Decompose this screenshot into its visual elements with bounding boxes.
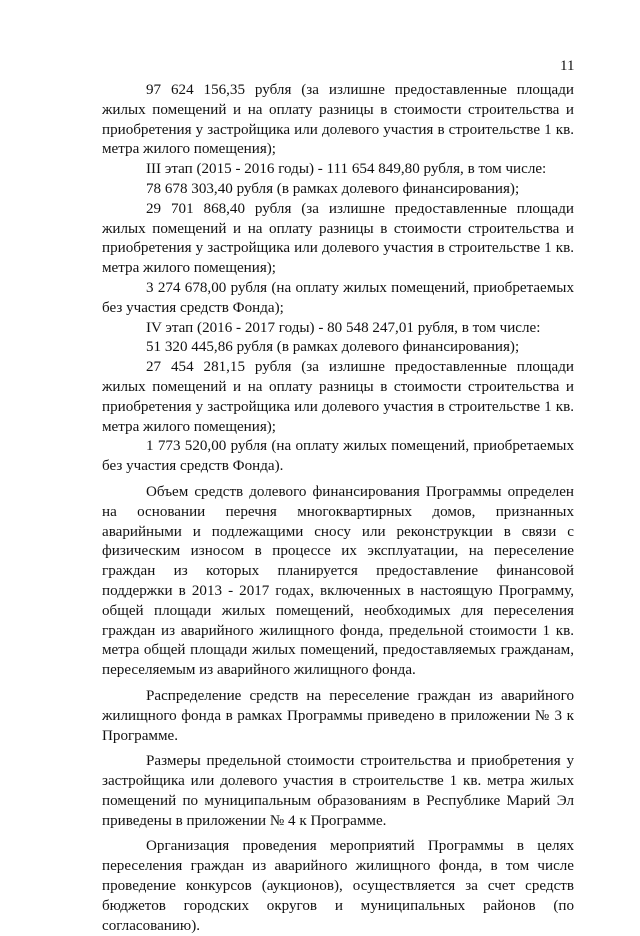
paragraph: 27 454 281,15 рубля (за излишне предоставленные площади жилых помещений и на оплату разницы в стоимости строительства и приобретения у застройщика или долевого участия в строительстве 1 кв. метра жилого помещения); [102, 359, 574, 435]
page-number: 11 [560, 58, 575, 74]
paragraph: Объем средств долевого финансирования Программы определен на основании перечня многоквартирных домов, признанных аварийными и подлежащими сносу или реконструкции в связи с физическим износом в процессе их эксплуатации, на переселение граждан из которых планируется предоставление финансовой поддержки в 2013 - 2017 годах, включенных в настоящую Программу, общей площади жилых помещений, необходимых для переселения граждан из аварийного жилищного фонда, предельной стоимости 1 кв. метра общей площади жилых помещений, предоставляемых гражданам, переселяемым из аварийного жилищного фонда. [102, 483, 574, 679]
document-body [102, 81, 574, 936]
paragraph: Размеры предельной стоимости строительства и приобретения у застройщика или долевого участия в строительстве 1 кв. метра жилых помещений по муниципальным образованиям в Республике Марий Эл приведены в приложении № 4 к Программе. [102, 753, 574, 829]
paragraph: IV этап (2016 - 2017 годы) - 80 548 247,01 рубля, в том числе: [146, 319, 541, 336]
paragraph: Распределение средств на переселение граждан из аварийного жилищного фонда в рамках Программы приведено в приложении № 3 к Программе. [102, 687, 574, 744]
paragraph: 97 624 156,35 рубля (за излишне предоставленные площади жилых помещений и на оплату разницы в стоимости строительства и приобретения у застройщика или долевого участия в строительстве 1 кв. метра жилого помещения); [102, 82, 574, 158]
paragraph: 3 274 678,00 рубля (на оплату жилых помещений, приобретаемых без участия средств Фонда); [102, 279, 574, 316]
paragraph: Организация проведения мероприятий Программы в целях переселения граждан из аварийного жилищного фонда, в том числе проведение конкурсов (аукционов), осуществляется за счет средств бюджетов городских округов и муниципальных районов (по согласованию). [102, 838, 574, 934]
paragraph: III этап (2015 - 2016 годы) - 111 654 849,80 рубля, в том числе: [146, 161, 547, 178]
paragraph: 1 773 520,00 рубля (на оплату жилых помещений, приобретаемых без участия средств Фонда). [102, 438, 574, 475]
paragraph: 78 678 303,40 рубля (в рамках долевого финансирования); [146, 180, 520, 197]
paragraph: 51 320 445,86 рубля (в рамках долевого финансирования); [146, 339, 520, 356]
paragraph: 29 701 868,40 рубля (за излишне предоставленные площади жилых помещений и на оплату разницы в стоимости строительства и приобретения у застройщика или долевого участия в строительстве 1 кв. метра жилого помещения); [102, 200, 574, 277]
